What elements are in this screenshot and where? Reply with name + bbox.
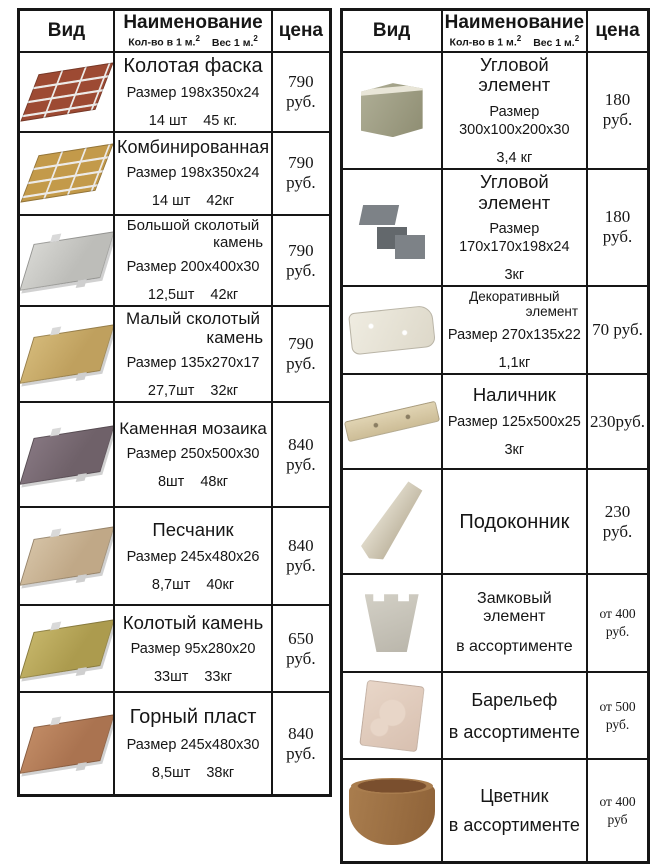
table-row (19, 132, 331, 215)
superscript-2: 2 (195, 34, 200, 43)
name-cell (114, 132, 272, 215)
header-row (341, 10, 648, 52)
view-cell (19, 507, 115, 605)
olive-slab-photo (19, 619, 114, 679)
price-value: от 400 руб (599, 793, 636, 827)
table-row (19, 507, 331, 605)
name-cell (114, 605, 272, 692)
price-value: 840 руб. (286, 536, 316, 576)
weight-per-m2: 45 кг. (203, 112, 238, 129)
price-cell (272, 605, 330, 692)
view-cell (19, 215, 115, 307)
col-header-view: Вид (19, 10, 115, 52)
name-cell (442, 759, 587, 862)
table-row (341, 169, 648, 286)
price-value: 230 руб. (602, 501, 633, 541)
weight-per-m2: 32кг (210, 383, 239, 400)
product-name-line2: камень (213, 233, 264, 251)
rock-corner-photo (361, 83, 423, 137)
product-size: Размер 270х135х22 (447, 327, 581, 344)
superscript-2: 2 (574, 34, 580, 43)
product-name: Наличник (472, 384, 556, 406)
table-row (19, 215, 331, 307)
price-cell (272, 306, 330, 402)
sand-brick-panel-photo (20, 144, 113, 203)
qty-weight-line (117, 669, 269, 685)
product-name: Барельеф (471, 689, 558, 710)
product-name: Горный пласт (129, 706, 257, 729)
view-cell (341, 286, 442, 374)
terracotta-slab-photo (19, 714, 114, 774)
qty-per-m2-label: Кол-во в 1 м. (449, 36, 517, 49)
table-row (19, 692, 331, 795)
product-name: Цветник (480, 786, 549, 807)
product-name: Песчаник (152, 519, 234, 541)
trim-plank-photo (343, 401, 439, 443)
weight-per-m2: 3кг (504, 267, 525, 284)
price-value: 650 руб. (286, 628, 316, 668)
product-name-line2: в ассортименте (448, 721, 580, 742)
product-size: Размер 135х270х17 (126, 355, 260, 372)
view-cell (19, 692, 115, 795)
product-size: Размер (489, 221, 540, 238)
price-cell (587, 672, 648, 759)
product-name: Колотый камень (122, 611, 264, 633)
price-value: от 500 руб. (599, 698, 636, 732)
name-cell (442, 574, 587, 672)
name-cell (114, 306, 272, 402)
view-cell (341, 469, 442, 574)
sandstone-slab-photo (19, 527, 114, 587)
qty-per-m2: 8шт (157, 474, 185, 491)
header-row (19, 10, 331, 52)
weight-per-m2-label: Вес 1 м. (211, 36, 254, 49)
price-value: 180 руб. (602, 207, 633, 247)
price-value: от 400 руб. (599, 606, 636, 640)
weight-per-m2: 33кг (204, 669, 233, 686)
price-cell (587, 469, 648, 574)
gray-slab-photo (19, 231, 114, 291)
qty-per-m2: 8,5шт (151, 764, 191, 781)
qty-per-m2-label: Кол-во в 1 м. (128, 36, 196, 49)
price-cell (272, 692, 330, 795)
table-row (19, 402, 331, 507)
product-name: Комбинированная (117, 137, 270, 158)
name-cell (442, 52, 587, 169)
qty-weight-line (117, 113, 269, 129)
price-cell (587, 759, 648, 862)
price-value: 790 руб. (286, 334, 316, 374)
name-cell (442, 469, 587, 574)
table-row (341, 469, 648, 574)
product-size: Размер 245х480х30 (126, 736, 260, 753)
tan-slab-photo (19, 325, 114, 385)
product-name: Колотая фаска (123, 54, 263, 77)
table-row (341, 759, 648, 862)
qty-weight-line (445, 442, 584, 458)
product-size: Размер 245х480х26 (126, 548, 260, 565)
bas-relief-photo (359, 679, 425, 752)
name-cell (114, 52, 272, 132)
view-cell (341, 374, 442, 469)
product-size: Размер (489, 103, 540, 120)
product-size: Размер 125х500х25 (447, 414, 581, 431)
price-cell (272, 215, 330, 307)
product-name: Большой сколотый (126, 216, 260, 234)
table-row (341, 52, 648, 169)
view-cell (19, 132, 115, 215)
mosaic-slab-photo (19, 425, 114, 485)
weight-per-m2: 48кг (200, 474, 229, 491)
price-cell (587, 374, 648, 469)
qty-weight-line (117, 193, 269, 209)
product-name: Каменная мозаика (119, 419, 267, 439)
weight-per-m2: 42кг (210, 287, 239, 304)
col-header-price: цена (587, 10, 648, 52)
corner-blocks-photo (377, 227, 407, 249)
price-cell (272, 132, 330, 215)
qty-weight-line (117, 765, 269, 781)
weight-per-m2: 3кг (504, 442, 525, 459)
weight-per-m2-label: Вес 1 м. (533, 36, 575, 49)
qty-weight-line (117, 383, 269, 399)
price-cell (587, 286, 648, 374)
price-table-left (17, 8, 332, 797)
price-value: 180 руб. (602, 90, 633, 130)
weight-per-m2: 38кг (206, 764, 235, 781)
qty-weight-line (117, 474, 269, 490)
view-cell (341, 672, 442, 759)
view-cell (341, 52, 442, 169)
weight-per-m2: 1,1кг (498, 355, 531, 372)
table-row (341, 374, 648, 469)
price-cell (587, 169, 648, 286)
product-name-line2: камень (206, 328, 264, 348)
product-size-line2: 170х170х198х24 (459, 239, 570, 256)
qty-per-m2: 12,5шт (147, 287, 195, 304)
table-row (341, 286, 648, 374)
superscript-2: 2 (253, 34, 258, 43)
price-value: 70 руб. (592, 320, 643, 340)
product-name: Подоконник (459, 510, 570, 533)
qty-per-m2: 14 шт (151, 193, 191, 210)
col-header-view: Вид (341, 10, 442, 52)
view-cell (19, 402, 115, 507)
product-name: Угловой элемент (478, 53, 551, 96)
product-size-line2: 300х100х200х30 (459, 121, 570, 138)
table-row (19, 605, 331, 692)
weight-per-m2: 40кг (206, 576, 235, 593)
decorative-tile-photo (348, 305, 436, 356)
qty-weight-line (445, 355, 584, 371)
col-header-name-title: Наименование (123, 12, 263, 33)
qty-weight-line (117, 287, 269, 303)
keystone-photo (365, 594, 419, 652)
price-value: 840 руб. (286, 434, 316, 474)
view-cell (341, 169, 442, 286)
col-header-name (114, 10, 272, 52)
table-row (341, 574, 648, 672)
table-row (19, 306, 331, 402)
name-cell (442, 169, 587, 286)
price-value: 790 руб. (286, 240, 316, 280)
price-value: 790 руб. (286, 153, 316, 193)
product-name: Декоративный (469, 289, 560, 305)
product-name: Малый сколотый (125, 309, 261, 329)
product-size: Размер 95х280х20 (130, 641, 256, 658)
weight-per-m2: 3,4 кг (496, 149, 533, 166)
name-cell (114, 507, 272, 605)
view-cell (19, 306, 115, 402)
qty-weight-line (445, 267, 584, 283)
table-row (19, 52, 331, 132)
price-cell (587, 574, 648, 672)
qty-per-m2: 27,7шт (147, 383, 195, 400)
product-name-line2: в ассортименте (448, 814, 580, 835)
qty-weight-line (445, 150, 584, 166)
qty-per-m2: 8,7шт (151, 576, 191, 593)
product-size: Размер 198х350х24 (126, 165, 260, 182)
product-name-line2: элемент (525, 304, 579, 320)
windowsill-photo (357, 479, 426, 565)
col-header-name-subtitle (117, 33, 269, 49)
table-row (341, 672, 648, 759)
view-cell (341, 574, 442, 672)
price-value: 840 руб. (286, 723, 316, 763)
qty-per-m2: 14 шт (148, 112, 188, 129)
qty-weight-line (117, 577, 269, 593)
name-cell (442, 374, 587, 469)
qty-per-m2: 33шт (153, 669, 189, 686)
product-size: Размер 200х400х30 (126, 259, 260, 276)
price-cell (272, 52, 330, 132)
product-name: Замковый элемент (477, 590, 552, 626)
view-cell (19, 605, 115, 692)
product-name-line2: в ассортименте (456, 638, 573, 656)
name-cell (114, 692, 272, 795)
red-brick-panel-photo (20, 62, 113, 121)
col-header-name-subtitle (445, 33, 584, 49)
weight-per-m2: 42кг (206, 193, 235, 210)
product-size: Размер 250х500х30 (126, 446, 260, 463)
col-header-name-title: Наименование (444, 12, 585, 33)
name-cell (442, 672, 587, 759)
col-header-name (442, 10, 587, 52)
price-cell (272, 402, 330, 507)
name-cell (114, 402, 272, 507)
name-cell (114, 215, 272, 307)
superscript-2: 2 (516, 34, 522, 43)
name-cell (442, 286, 587, 374)
product-size: Размер 198х350х24 (126, 84, 260, 101)
view-cell (341, 759, 442, 862)
price-value: 790 руб. (286, 71, 316, 111)
col-header-price: цена (272, 10, 330, 52)
price-cell (272, 507, 330, 605)
price-value: 230руб. (590, 411, 645, 431)
product-name: Угловой элемент (478, 170, 551, 213)
view-cell (19, 52, 115, 132)
price-cell (587, 52, 648, 169)
price-table-right (340, 8, 650, 864)
flower-pot-photo (349, 785, 435, 845)
